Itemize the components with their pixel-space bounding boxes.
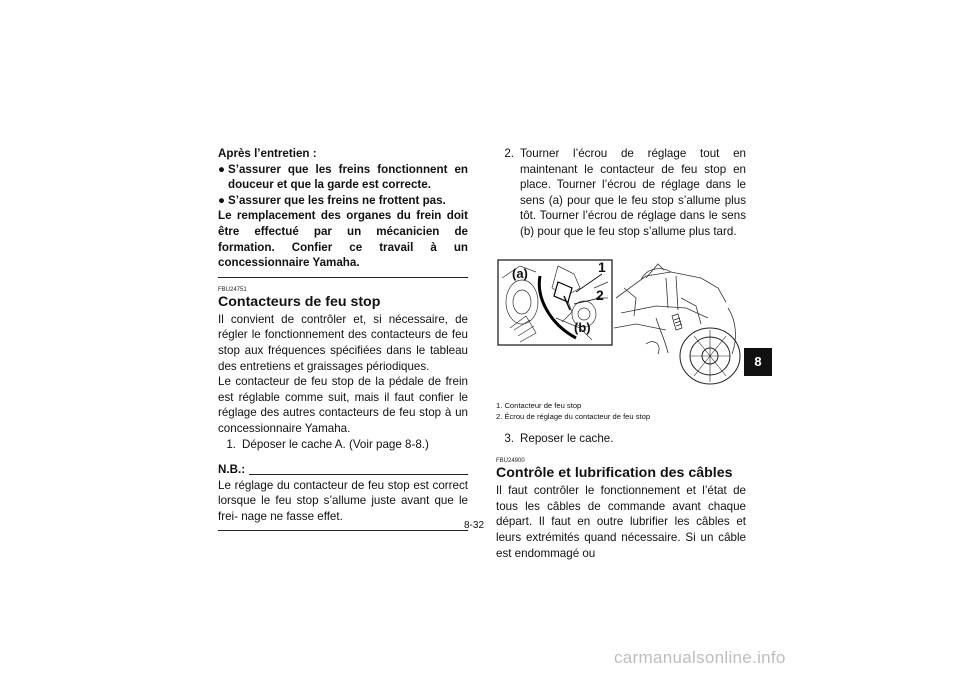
watermark-text: carmanualsonline.info <box>614 648 786 667</box>
bullet-dot-icon: ● <box>218 162 226 176</box>
right-column <box>496 146 746 561</box>
paragraph: Il convient de contrôler et, si nécessaire, de régler le fonctionnement des contacteurs de feu stop aux fréquences spécifiées dans le tableau des entretiens et graissages périodiques. <box>218 312 468 373</box>
section-code: FBU24751 <box>218 286 247 293</box>
step-item <box>496 431 746 447</box>
note-label: N.B.: <box>218 463 246 477</box>
divider <box>218 277 468 278</box>
note-text: Le réglage du contacteur de feu stop est correct lorsque le feu stop s’allume juste avant que le frei- nage ne fasse effet. <box>218 478 468 523</box>
label-1: 1 <box>598 258 606 275</box>
step-number: 1. <box>226 437 236 451</box>
left-column <box>218 146 468 539</box>
label-a: (a) <box>512 265 528 281</box>
after-maintenance-label: Après l’entretien : <box>218 147 317 160</box>
bullet-item <box>218 193 468 209</box>
atv-illustration <box>496 258 746 386</box>
note-rule <box>249 474 468 475</box>
step-number: 3. <box>504 431 514 445</box>
step-text: Déposer le cache A. (Voir page 8-8.) <box>242 437 429 451</box>
divider <box>218 530 468 531</box>
label-2: 2 <box>596 286 604 303</box>
bullet-text: S’assurer que les freins ne frottent pas. <box>228 193 446 207</box>
caption-item: 1. Contacteur de feu stop <box>496 400 582 410</box>
chapter-tab: 8 <box>744 348 772 376</box>
paragraph: Il faut contrôler le fonctionnement et l’état de tous les câbles de commande avant chaque départ. Il faut en outre lubrifier les câbles et leurs extrémités quand nécessaire. Si un câble est endommagé ou <box>496 484 746 560</box>
page-number: 8-32 <box>464 520 485 531</box>
paragraph: Le contacteur de feu stop de la pédale de frein est réglable comme suit, mais il faut confier le réglage des autres contacteurs de feu stop à un concessionnaire Yamaha. <box>218 375 468 435</box>
section-code: FBU24900 <box>496 458 525 465</box>
note-header <box>218 462 468 478</box>
step-item <box>496 146 746 240</box>
section-title: Contacteurs de feu stop <box>218 293 381 310</box>
step-number: 2. <box>504 147 514 160</box>
step-item <box>218 437 468 453</box>
bullet-item <box>218 162 468 193</box>
brake-light-switch-figure <box>496 258 746 386</box>
caption-item: 2. Écrou de réglage du contacteur de feu stop <box>496 411 651 421</box>
warning-text: Le remplacement des organes du frein doit être effectué par un mécanicien de formation. Confier ce travail à un concessionnaire Yamaha. <box>218 209 468 270</box>
step-text: Reposer le cache. <box>520 431 614 445</box>
bullet-dot-icon: ● <box>218 193 226 207</box>
step-text: Tourner l’écrou de réglage tout en maintenant le contacteur de feu stop en place. Tourner l’écrou de réglage dans le sens (a) pour que le feu stop s’allume plus tôt. Tourner l’écrou de réglage dans le sens (b) pour que le feu stop s’allume plus tard. <box>520 147 746 238</box>
bullet-text: S’assurer que les freins fonctionnent en douceur et que la garde est correcte. <box>228 162 468 192</box>
section-title: Contrôle et lubrification des câbles <box>496 465 733 482</box>
figure-captions <box>496 400 746 422</box>
label-b: (b) <box>574 319 591 335</box>
